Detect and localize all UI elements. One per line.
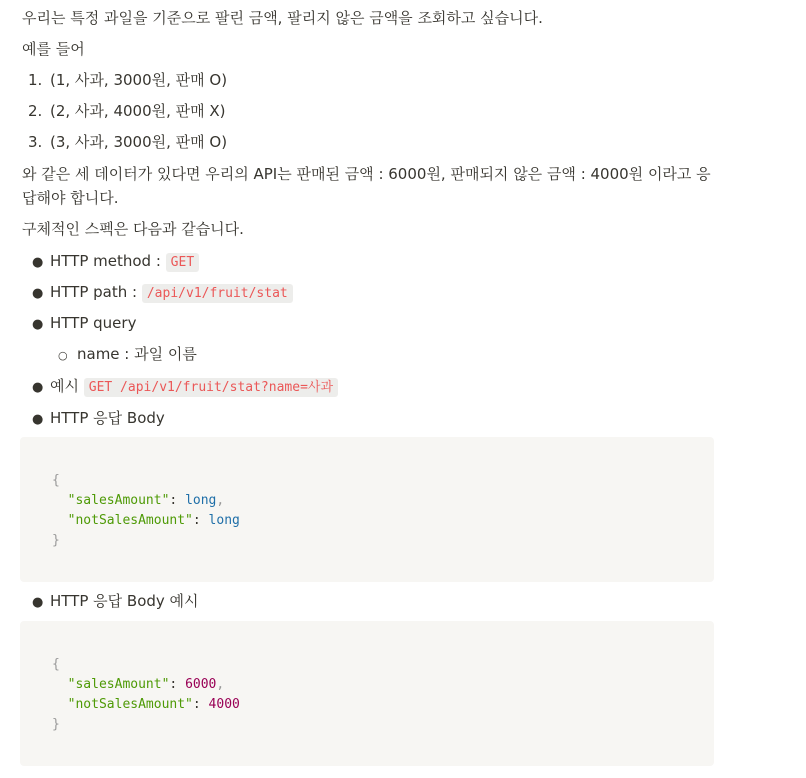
brace-close: } [52,533,60,548]
example-label: 예시 [50,377,84,395]
bullet-icon: ● [32,380,44,395]
item-number: 2. [28,102,43,120]
example-code: GET /api/v1/fruit/stat?name=사과 [84,378,338,397]
query-label: HTTP query [50,314,137,332]
path-label: HTTP path : [50,283,142,301]
spec-example-item [32,374,338,400]
bullet-icon: ● [32,286,44,301]
brace-close: } [52,717,60,732]
json-number: 6000 [185,677,217,692]
query-sub-item [58,342,197,368]
json-key: "notSalesAmount" [67,697,193,712]
example-item-3 [28,130,227,154]
intro-paragraph: 우리는 특정 과일을 기준으로 팔린 금액, 팔리지 않은 금액을 조회하고 싶습니다. [22,9,543,27]
item-number: 1. [28,71,43,89]
code-content [52,471,240,551]
explanation-paragraph: 와 같은 세 데이터가 있다면 우리의 API는 판매된 금액 : 6000원, 판매되지 않은 금액 : 4000원 이라고 응답해야 합니다. [22,165,711,207]
item-number: 3. [28,133,43,151]
json-type: long [185,493,217,508]
path-code: /api/v1/fruit/stat [142,284,293,303]
json-number: 4000 [208,697,240,712]
json-key: "notSalesAmount" [67,513,193,528]
json-type: long [208,513,240,528]
method-code: GET [166,253,199,272]
example-item-2 [28,99,226,123]
json-key: "salesAmount" [67,677,170,692]
body-schema-codeblock [20,437,714,582]
bullet-icon: ● [32,412,44,427]
colon: : [169,677,186,692]
bullet-icon: ● [32,255,44,270]
bullet-icon: ● [32,317,44,332]
json-key: "salesAmount" [67,493,170,508]
example-lead: 예를 들어 [22,40,85,58]
item-text: (3, 사과, 3000원, 판매 O) [50,133,228,151]
spec-body-item [32,406,165,432]
bullet-icon: ● [32,595,44,610]
spec-lead: 구체적인 스펙은 다음과 같습니다. [22,220,244,238]
item-text: (2, 사과, 4000원, 판매 X) [50,102,226,120]
brace-open: { [52,657,60,672]
body-label: HTTP 응답 Body [50,409,165,427]
query-item-text: name : 과일 이름 [77,345,197,363]
colon: : [169,493,186,508]
spec-body-example-item [32,589,199,615]
colon: : [192,697,209,712]
spec-method-item [32,249,199,275]
colon: : [192,513,209,528]
sub-bullet-icon: ○ [58,349,68,362]
brace-open: { [52,473,60,488]
method-label: HTTP method : [50,252,166,270]
spec-path-item [32,280,293,306]
comma: , [216,677,225,692]
spec-query-item [32,311,136,337]
code-content [52,655,240,735]
item-text: (1, 사과, 3000원, 판매 O) [50,71,228,89]
body-example-label: HTTP 응답 Body 예시 [50,592,199,610]
example-item-1 [28,68,227,92]
comma: , [216,493,225,508]
body-example-codeblock [20,621,714,766]
